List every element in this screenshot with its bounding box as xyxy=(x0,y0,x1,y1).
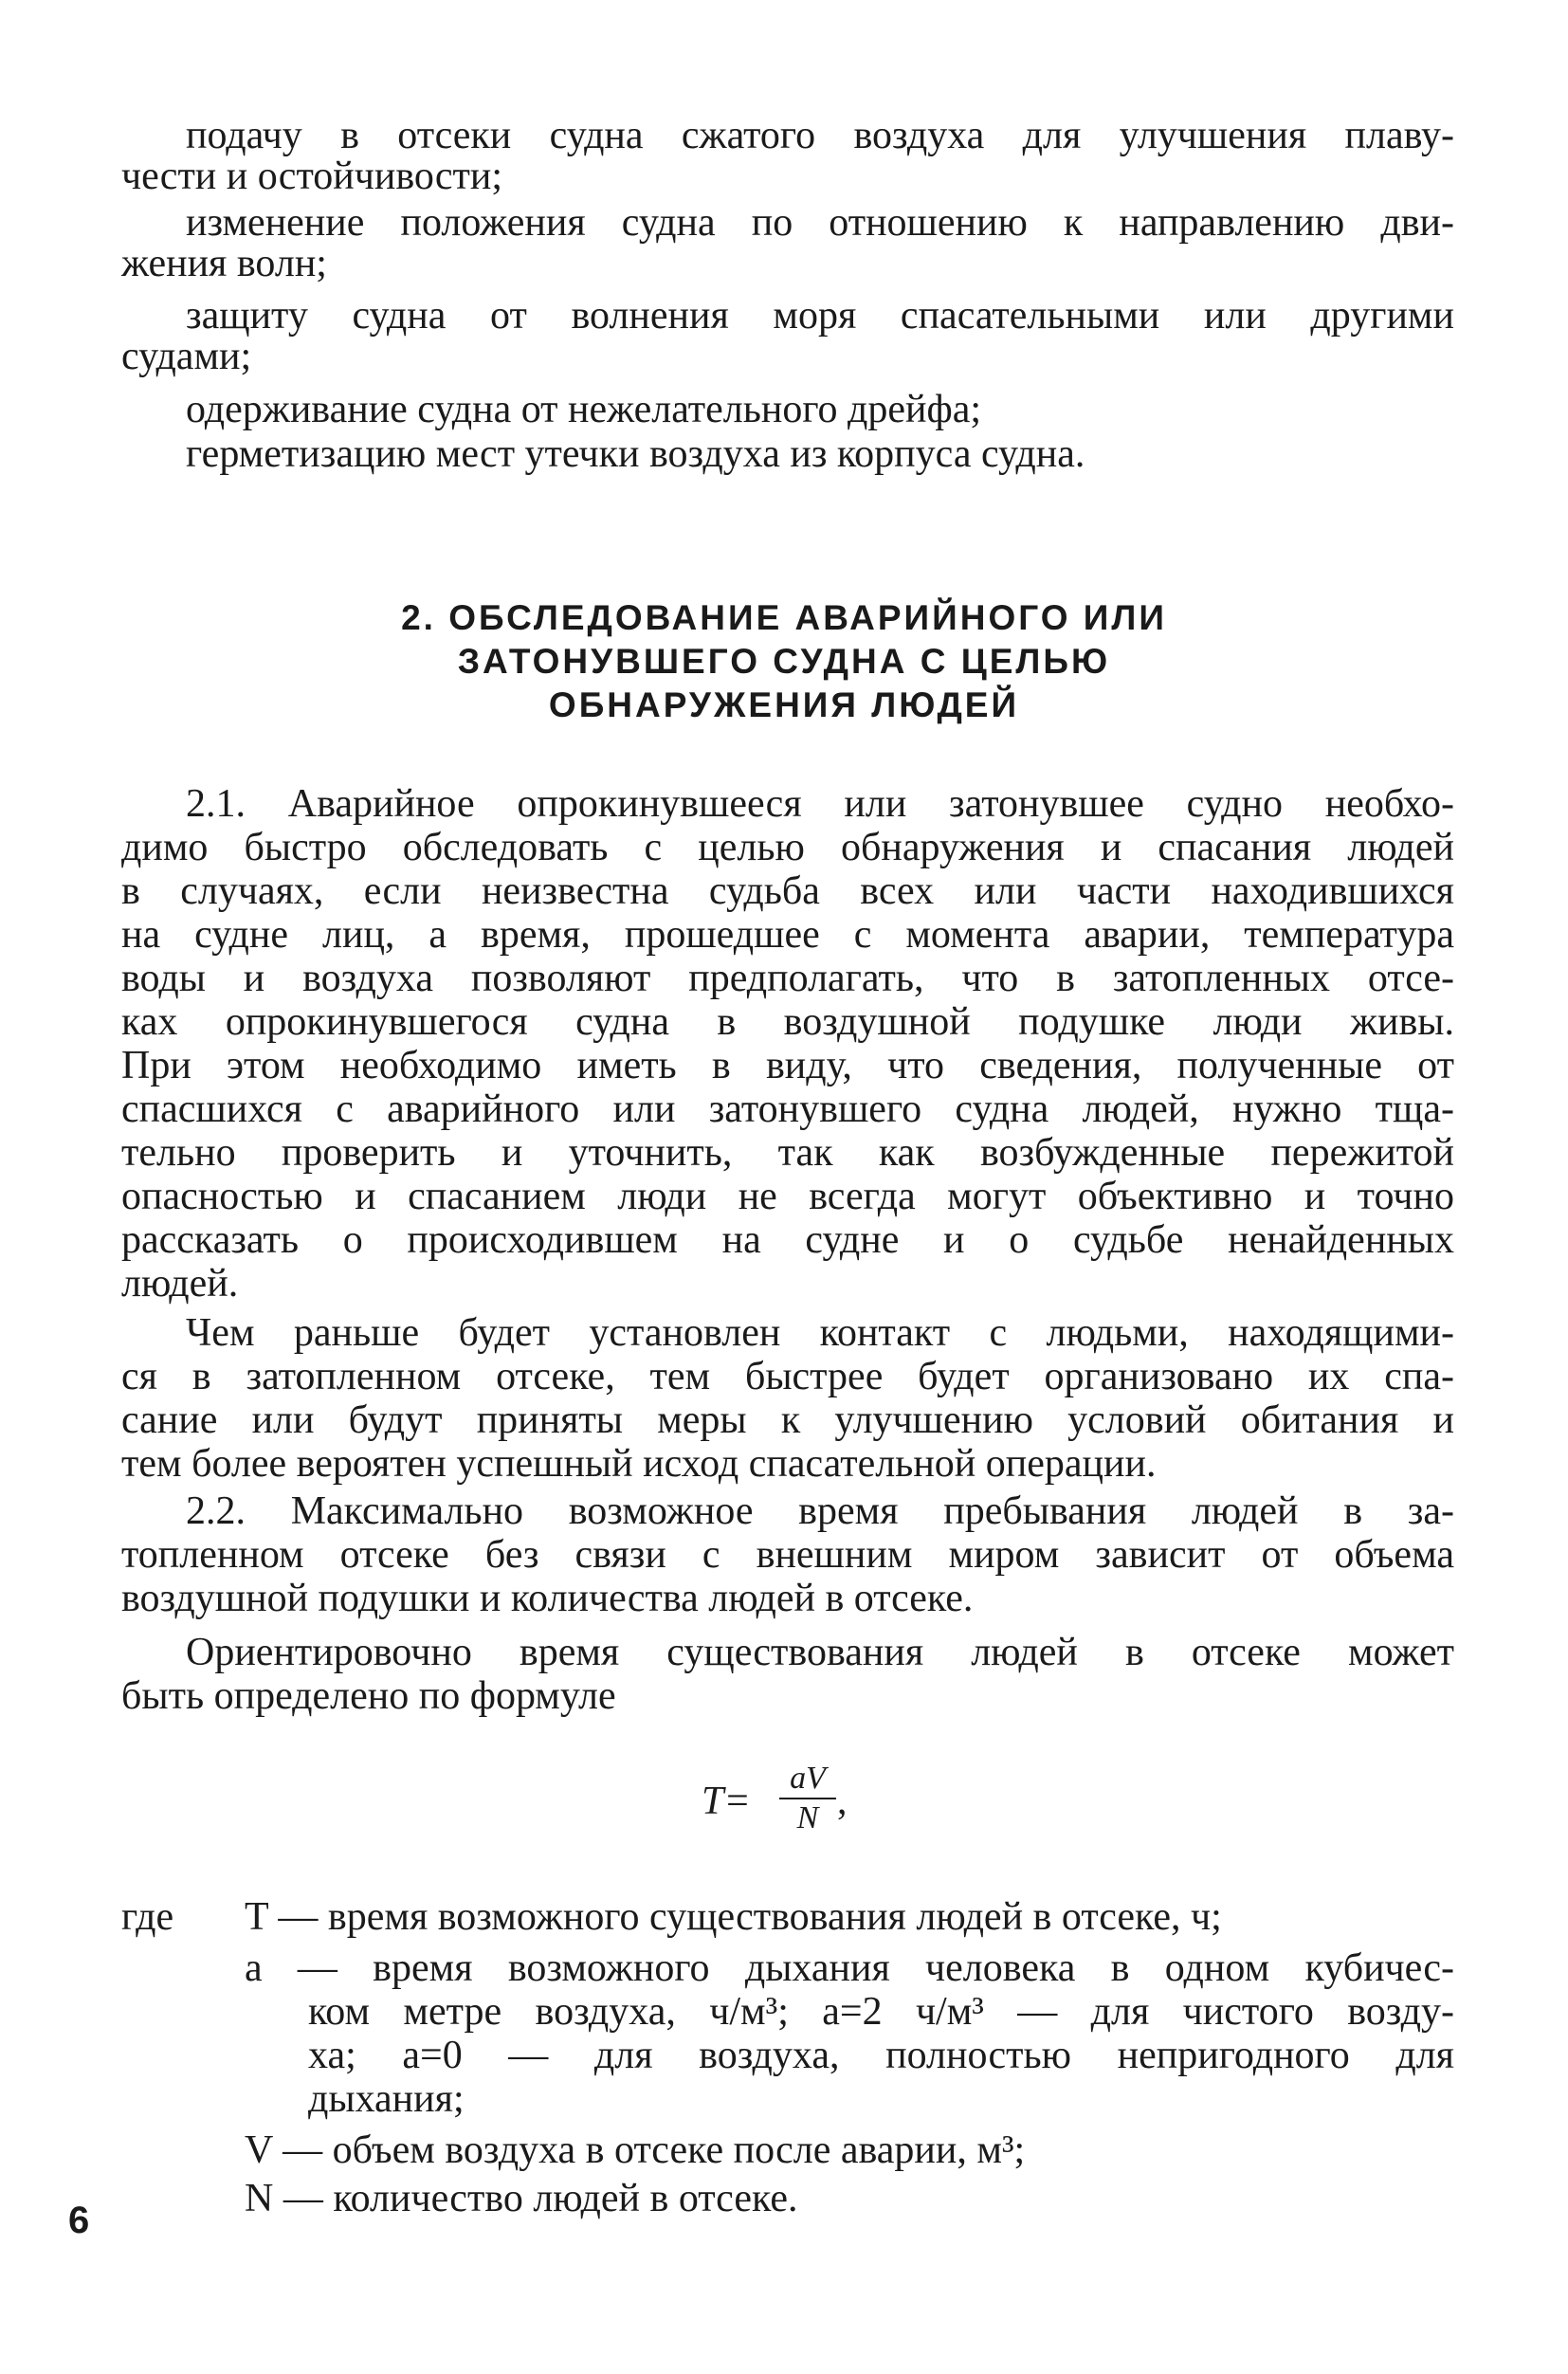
formula-denominator: N xyxy=(796,1800,819,1835)
section-heading-line: 2. ОБСЛЕДОВАНИЕ АВАРИЙНОГО ИЛИ xyxy=(401,598,1167,637)
paragraph-line: воды и воздуха позволяют предполагать, что в затопленных отсе- xyxy=(121,957,1454,1000)
paragraph-line: воздушной подушки и количества людей в отсеке. xyxy=(121,1577,974,1620)
paragraph-line: в случаях, если неизвестна судьба всех или части находившихся xyxy=(121,869,1454,913)
formula-trail: , xyxy=(837,1780,848,1823)
paragraph-line: При этом необходимо иметь в виду, что сведения, полученные от xyxy=(121,1044,1454,1087)
list-item-line: герметизацию мест утечки воздуха из корпуса судна. xyxy=(186,432,1085,476)
paragraph-line: ках опрокинувшегося судна в воздушной подушке люди живы. xyxy=(121,1000,1454,1044)
page-number: 6 xyxy=(68,2200,90,2241)
definitions-intro: где xyxy=(121,1895,174,1939)
list-item-line: жения волн; xyxy=(121,242,327,285)
list-item-line: судами; xyxy=(121,335,252,378)
paragraph-line: быть определено по формуле xyxy=(121,1674,616,1718)
paragraph-line: сание или будут приняты меры к улучшению условий обитания и xyxy=(121,1398,1454,1442)
definition-line: ха; a=0 — для воздуха, полностью непригодного для xyxy=(308,2034,1454,2077)
paragraph-line: рассказать о происходившем на судне и о судьбе ненайденных xyxy=(121,1218,1454,1262)
paragraph-line: топленном отсеке без связи с внешним миром зависит от объема xyxy=(121,1533,1454,1577)
paragraph-line: 2.1. Аварийное опрокинувшееся или затонувшее судно необхо- xyxy=(186,782,1454,826)
formula-fraction xyxy=(779,1762,836,1835)
paragraph-line: тем более вероятен успешный исход спасательной операции. xyxy=(121,1442,1157,1486)
paragraph-line: ся в затопленном отсеке, тем быстрее будет организовано их спа- xyxy=(121,1355,1454,1398)
paragraph-line: тельно проверить и уточнить, так как возбужденные пережитой xyxy=(121,1131,1454,1175)
formula-lhs: T= xyxy=(702,1780,751,1823)
definition-line: дыхания; xyxy=(308,2077,465,2121)
list-item-line: одерживание судна от нежелательного дрейфа; xyxy=(186,388,982,431)
list-item-line: защиту судна от волнения моря спасательными или другими xyxy=(186,294,1454,338)
paragraph-line: на судне лиц, а время, прошедшее с момента аварии, температура xyxy=(121,913,1454,957)
paragraph-line: 2.2. Максимально возможное время пребывания людей в за- xyxy=(186,1489,1454,1533)
section-heading-line: ОБНАРУЖЕНИЯ ЛЮДЕЙ xyxy=(548,685,1020,724)
definition-line: ком метре воздуха, ч/м³; a=2 ч/м³ — для чистого возду- xyxy=(308,1990,1454,2034)
list-item-line: чести и остойчивости; xyxy=(121,155,503,198)
paragraph-line: людей. xyxy=(121,1262,239,1306)
definition-line: V — объем воздуха в отсеке после аварии, м³; xyxy=(245,2128,1026,2172)
definition-line: a — время возможного дыхания человека в одном кубичес- xyxy=(245,1946,1454,1990)
list-item-line: подачу в отсеки судна сжатого воздуха для улучшения плаву- xyxy=(186,114,1454,157)
formula xyxy=(702,1761,848,1847)
section-heading-line: ЗАТОНУВШЕГО СУДНА С ЦЕЛЬЮ xyxy=(457,642,1111,681)
definition-line: T — время возможного существования людей в отсеке, ч; xyxy=(245,1895,1222,1939)
fraction-bar xyxy=(779,1798,836,1799)
definition-line: N — количество людей в отсеке. xyxy=(245,2177,798,2220)
paragraph-line: Ориентировочно время существования людей в отсеке может xyxy=(186,1631,1454,1674)
paragraph-line: Чем раньше будет установлен контакт с людьми, находящими- xyxy=(186,1311,1454,1355)
paragraph-line: димо быстро обследовать с целью обнаружения и спасания людей xyxy=(121,826,1454,869)
paragraph-line: спасшихся с аварийного или затонувшего судна людей, нужно тща- xyxy=(121,1087,1454,1131)
paragraph-line: опасностью и спасанием люди не всегда могут объективно и точно xyxy=(121,1175,1454,1218)
formula-numerator: aV xyxy=(790,1761,826,1796)
list-item-line: изменение положения судна по отношению к направлению дви- xyxy=(186,201,1454,245)
